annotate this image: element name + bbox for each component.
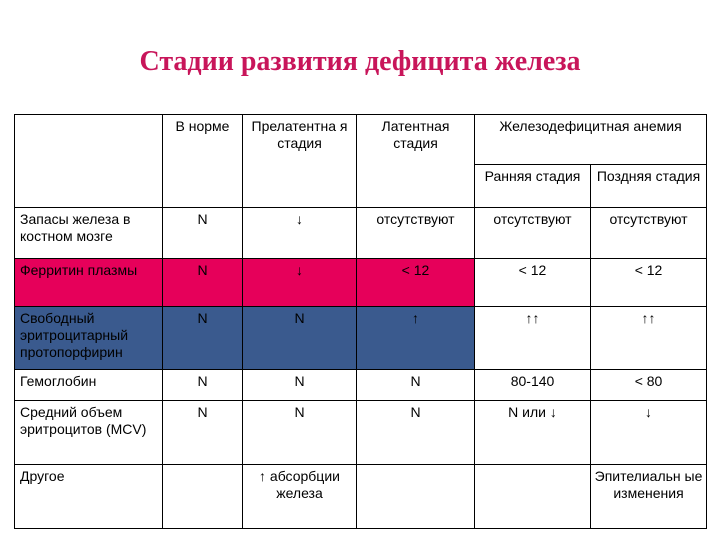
cell-norm: N: [163, 208, 243, 259]
cell-early: N или ↓: [475, 401, 591, 465]
table-row: [15, 370, 707, 401]
cell-prelatent: ↓: [243, 208, 357, 259]
cell-early: 80-140: [475, 370, 591, 401]
cell-late: ↓: [591, 401, 707, 465]
cell-late: < 80: [591, 370, 707, 401]
cell-latent: отсутствуют: [357, 208, 475, 259]
cell-latent: N: [357, 370, 475, 401]
cell-norm: N: [163, 259, 243, 307]
cell-prelatent: N: [243, 401, 357, 465]
header-norm: В норме: [163, 115, 243, 208]
cell-norm: N: [163, 370, 243, 401]
header-latent: Латентная стадия: [357, 115, 475, 208]
row-label: Ферритин плазмы: [15, 259, 163, 307]
header-row: [15, 115, 707, 165]
row-label: Свободный эритроцитарный протопорфирин: [15, 307, 163, 370]
header-late: Поздняя стадия: [591, 165, 707, 208]
cell-late: ↑↑: [591, 307, 707, 370]
cell-latent: ↑: [357, 307, 475, 370]
iron-deficiency-table: [14, 114, 707, 529]
cell-prelatent: ↑ абсорбции железа: [243, 465, 357, 529]
header-anemia: Железодефицитная анемия: [475, 115, 707, 165]
cell-norm: N: [163, 307, 243, 370]
table-row: [15, 465, 707, 529]
cell-prelatent: N: [243, 307, 357, 370]
table-row: [15, 208, 707, 259]
cell-early: < 12: [475, 259, 591, 307]
row-label: Запасы железа в костном мозге: [15, 208, 163, 259]
cell-prelatent: N: [243, 370, 357, 401]
table-row: [15, 401, 707, 465]
cell-prelatent: ↓: [243, 259, 357, 307]
cell-late: Эпителиальн ые изменения: [591, 465, 707, 529]
header-corner: [15, 115, 163, 208]
cell-early: [475, 465, 591, 529]
cell-latent: N: [357, 401, 475, 465]
cell-norm: N: [163, 401, 243, 465]
row-label: Другое: [15, 465, 163, 529]
cell-early: ↑↑: [475, 307, 591, 370]
cell-late: < 12: [591, 259, 707, 307]
cell-latent: < 12: [357, 259, 475, 307]
cell-late: отсутствуют: [591, 208, 707, 259]
cell-norm: [163, 465, 243, 529]
page-title: Стадии развития дефицита железа: [139, 46, 581, 77]
header-early: Ранняя стадия: [475, 165, 591, 208]
cell-early: отсутствуют: [475, 208, 591, 259]
table-row: [15, 307, 707, 370]
table-row: [15, 259, 707, 307]
header-prelatent: Прелатентна я стадия: [243, 115, 357, 208]
row-label: Гемоглобин: [15, 370, 163, 401]
row-label: Средний объем эритроцитов (MCV): [15, 401, 163, 465]
cell-latent: [357, 465, 475, 529]
